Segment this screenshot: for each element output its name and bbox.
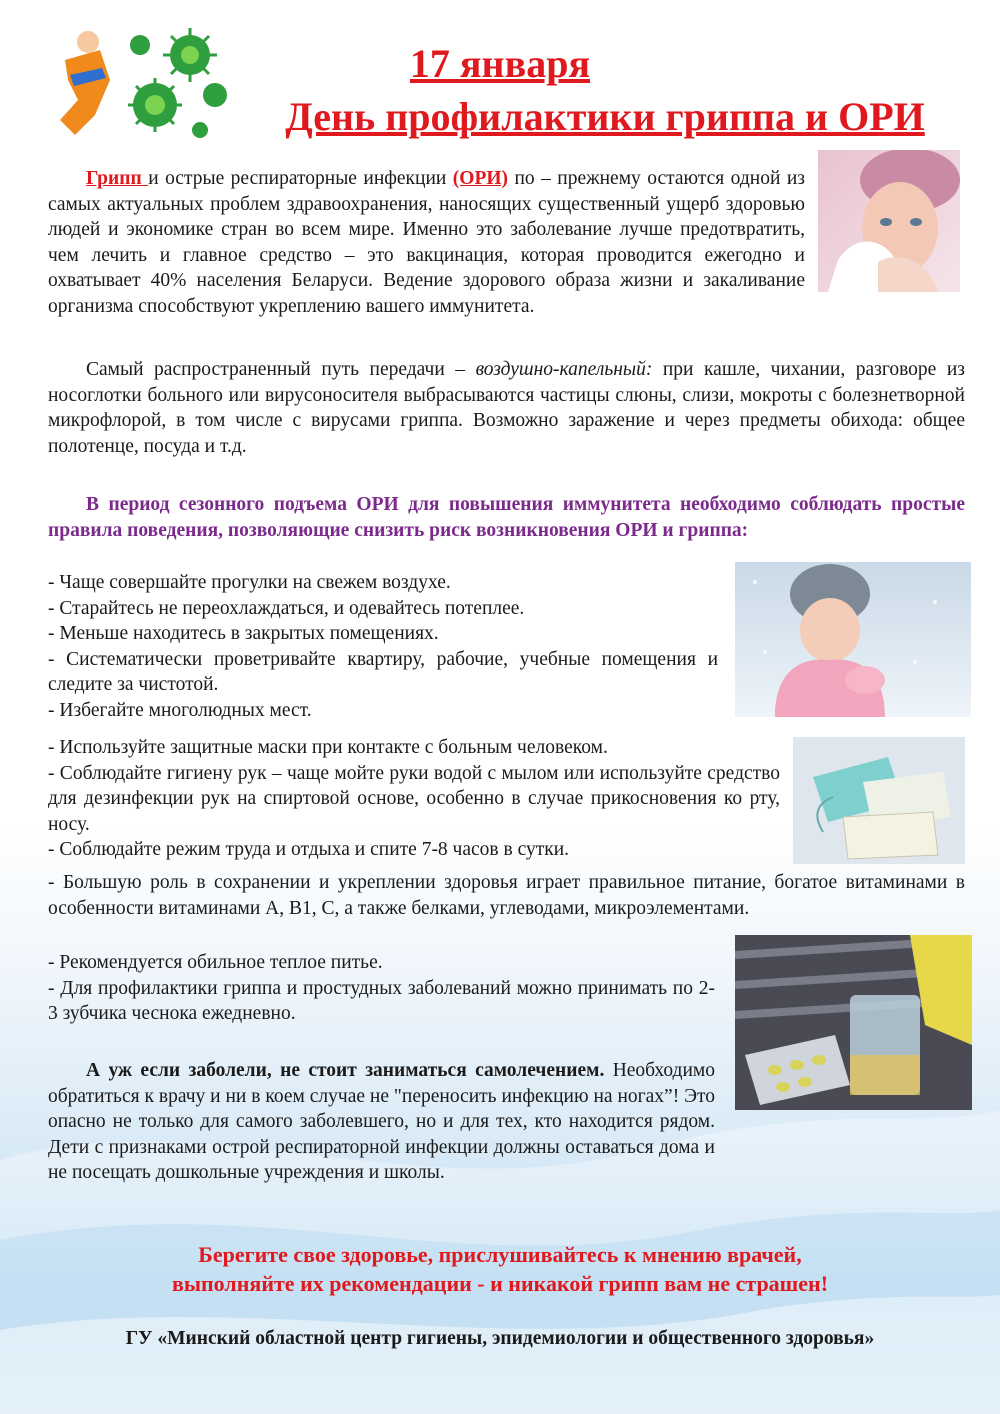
self-treatment-text: Необходимо обратиться к врачу и ни в коем случае не "переносить инфекцию на ногах”! Это опасно не только для самого заболевшего, но и для тех, кто находится рядом. Дети с признаками острой респираторной инфекции должны оставаться дома и не посещать дошкольные учреждения и школы. <box>48 1060 716 1183</box>
rules-heading: В период сезонного подъема ОРИ для повышения иммунитета необходимо соблюдать простые правила поведения, позволяющие снизить риск возникновения ОРИ и гриппа: <box>48 494 965 541</box>
rules-list-a <box>48 570 718 723</box>
transmission-paragraph <box>48 357 965 459</box>
closing-appeal <box>40 1240 960 1298</box>
list-item: - Используйте защитные маски при контакте с больным человеком. <box>48 737 608 758</box>
transmission-text-rest: при кашле, чихании, разговоре из носоглотки больного или вирусоносителя выбрасываются частицы слюны, слизи, мокроты с болезнетворной микрофлорой, в том числе с вирусами гриппа. Возможно заражение и через предметы обихода: общее полотенце, посуда и т.д. <box>48 359 965 457</box>
woman-sneezing-photo <box>818 150 960 292</box>
list-item: - Большую роль в сохранении и укреплении здоровья играет правильное питание, богатое витаминами в особенности витаминами А, В1, С, а также белками, углеводами, микроэлементами. <box>48 872 965 919</box>
closing-line-1: Берегите свое здоровье, прислушивайтесь к мнению врачей, <box>198 1242 802 1267</box>
transmission-route: воздушно-капельный: <box>475 359 653 380</box>
list-item: - Чаще совершайте прогулки на свежем воздухе. <box>48 572 451 593</box>
transmission-text: Самый распространенный путь передачи – <box>86 359 476 380</box>
self-treatment-warning: А уж если заболели, не стоит заниматься самолечением. <box>86 1060 605 1081</box>
list-item: - Старайтесь не переохлаждаться, и одевайтесь потеплее. <box>48 597 525 619</box>
list-item: - Меньше находитесь в закрытых помещениях. <box>48 623 439 644</box>
self-treatment-paragraph <box>48 1058 715 1186</box>
intro-text-rest: по – прежнему остаются одной из самых актуальных проблем здравоохранения, наносящих существенный ущерб здоровью людей и экономике стран во всем мире. Именно это заболевание лучше предотвратить, чем лечить и главное средство – это вакцинация, которая проводится ежегодно и охватывает 40% населения Беларуси. Ведение здорового образа жизни и закаливание организма способствуют укреплению вашего иммунитета. <box>48 168 805 317</box>
intro-paragraph-top <box>48 166 805 319</box>
list-item: - Соблюдайте гигиену рук – чаще мойте руки водой с мылом или используйте средство для дезинфекции рук на спиртовой основе, особенно в случае прикосновения ко рту, носу. <box>48 762 780 835</box>
page-title: День профилактики гриппа и ОРИ <box>285 94 925 139</box>
medical-masks-photo <box>793 737 965 864</box>
closing-line-2: выполняйте их рекомендации - и никакой грипп вам не страшен! <box>171 1271 829 1296</box>
flu-virus-illustration <box>40 20 235 145</box>
rules-list-b <box>48 735 780 863</box>
list-item: - Рекомендуется обильное теплое питье. <box>48 952 383 973</box>
footer-organization: ГУ «Минский областной центр гигиены, эпидемиологии и общественного здоровья» <box>125 1328 875 1349</box>
intro-text: и острые респираторные инфекции <box>148 168 453 189</box>
flu-term: Грипп <box>86 168 149 189</box>
list-item: - Для профилактики гриппа и простудных заболеваний можно принимать по 2-3 зубчика чеснока ежедневно. <box>48 977 715 1024</box>
rules-list-d <box>48 950 715 1027</box>
list-item: - Соблюдайте режим труда и отдыха и спите 7-8 часов в сутки. <box>48 839 570 860</box>
tea-and-pills-photo <box>735 935 972 1110</box>
ori-term: (ОРИ) <box>452 168 509 189</box>
date-title: 17 января <box>409 41 591 86</box>
list-item: - Избегайте многолюдных мест. <box>48 699 312 721</box>
rules-list-c <box>48 870 965 921</box>
child-in-snow-photo <box>735 562 971 717</box>
list-item: - Систематически проветривайте квартиру, рабочие, учебные помещения и следите за чистотой. <box>48 648 718 695</box>
